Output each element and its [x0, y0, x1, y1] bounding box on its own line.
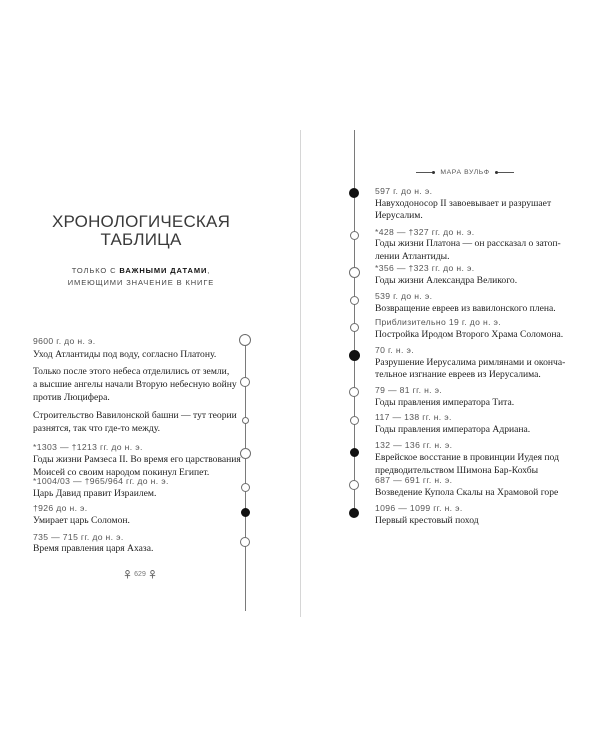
entry-date: Приблизительно 19 г. до н. э.	[375, 317, 502, 327]
entry-text: Возвращение евреев из вавилонского плена.	[375, 303, 556, 314]
entry-date: 132 — 136 гг. н. э.	[375, 440, 453, 450]
entry-text: Только после этого небеса отделились от земли,	[33, 366, 230, 377]
subtitle-line1	[20, 265, 262, 276]
entry-text: против Люцифера.	[33, 392, 110, 403]
entry-date: 539 г. до н. э.	[375, 291, 433, 301]
subtitle-text: ТОЛЬКО С	[71, 266, 120, 275]
timeline-marker-icon	[240, 537, 250, 547]
timeline-marker-icon	[349, 387, 359, 397]
entry-date: *428 — †327 гг. до н. э.	[375, 227, 475, 237]
ornament-icon	[149, 570, 156, 579]
entry-date: 70 г. н. э.	[375, 345, 414, 355]
timeline-marker-icon	[349, 480, 359, 490]
entry-text: Навуходоносор II завоевывает и разрушает	[375, 198, 552, 209]
entry-date: 735 — 715 гг. до н. э.	[33, 532, 124, 542]
timeline-marker-icon	[349, 267, 360, 278]
rule-left-decoration	[416, 171, 435, 174]
entry-text: Уход Атлантиды под воду, согласно Платону.	[33, 349, 217, 360]
entry-text: Годы жизни Платона — он рассказал о затоп-	[375, 238, 561, 249]
page-title-line1: ХРОНОЛОГИЧЕСКАЯ	[51, 212, 231, 231]
entry-text: Моисей со своим народом покинул Египет.	[33, 467, 210, 478]
entry-text: Годы правления императора Адриана.	[375, 424, 531, 435]
subtitle-line2: ИМЕЮЩИМИ ЗНАЧЕНИЕ В КНИГЕ	[67, 278, 215, 287]
entry-date: 597 г. до н. э.	[375, 186, 433, 196]
entry-date: 1096 — 1099 гг. н. э.	[375, 503, 463, 513]
entry-text: Первый крестовый поход	[375, 515, 479, 526]
entry-date: †926 до н. э.	[33, 503, 88, 513]
timeline-marker-icon	[240, 448, 251, 459]
entry-text: Умирает царь Соломон.	[33, 515, 130, 526]
timeline-marker-icon	[350, 448, 359, 457]
entry-date: *356 — †323 гг. до н. э.	[375, 263, 475, 273]
timeline-marker-icon	[349, 508, 359, 518]
left-timeline-line	[245, 334, 246, 611]
page-title-line2: ТАБЛИЦА	[100, 230, 182, 249]
timeline-marker-icon	[241, 508, 250, 517]
entry-text: Годы жизни Александра Великого.	[375, 275, 518, 286]
entry-date: 79 — 81 гг. н. э.	[375, 385, 443, 395]
entry-text: Время правления царя Ахаза.	[33, 543, 154, 554]
entry-text: Царь Давид правит Израилем.	[33, 488, 157, 499]
entry-date: 9600 г. до н. э.	[33, 336, 96, 346]
entry-text: Годы жизни Рамзеса II. Во время его царствования	[33, 454, 241, 465]
entry-text: Разрушение Иерусалима римлянами и оконча-	[375, 357, 566, 368]
timeline-marker-icon	[350, 416, 359, 425]
entry-text: лении Атлантиды.	[375, 251, 450, 262]
entry-date: *1004/03 — †965/964 гг. до н. э.	[33, 476, 169, 486]
entry-text: Годы правления императора Тита.	[375, 397, 515, 408]
entry-text: Строительство Вавилонской башни — тут теории	[33, 410, 237, 421]
timeline-marker-icon	[349, 350, 360, 361]
entry-text: разнятся, так что где-то между.	[33, 423, 161, 434]
timeline-marker-icon	[241, 483, 250, 492]
timeline-marker-icon	[350, 323, 359, 332]
timeline-marker-icon	[242, 417, 249, 424]
rule-right-decoration	[495, 171, 514, 174]
subtitle-emphasis: ВАЖНЫМИ ДАТАМИ	[119, 266, 208, 275]
entry-text: Постройка Иродом Второго Храма Соломона.	[375, 329, 564, 340]
entry-text: Иерусалим.	[375, 210, 423, 221]
entry-text: тельное изгнание евреев из Иерусалима.	[375, 369, 541, 380]
entry-date: *1303 — †1213 гг. до н. э.	[33, 442, 143, 452]
entry-text: а высшие ангелы начали Вторую небесную войну	[33, 379, 237, 390]
ornament-icon	[124, 570, 131, 579]
timeline-marker-icon	[239, 334, 251, 346]
page-number	[118, 568, 162, 580]
running-head-author: МАРА ВУЛЬФ	[440, 168, 490, 176]
entry-text: Возведение Купола Скалы на Храмовой горе	[375, 487, 559, 498]
page-gutter-divider	[300, 130, 301, 617]
subtitle-comma: ,	[207, 266, 211, 275]
entry-date: 117 — 138 гг. н. э.	[375, 412, 452, 422]
timeline-marker-icon	[240, 377, 250, 387]
entry-date: 687 — 691 гг. н. э.	[375, 475, 453, 485]
running-head	[400, 166, 530, 178]
timeline-marker-icon	[350, 296, 359, 305]
timeline-marker-icon	[349, 188, 359, 198]
timeline-marker-icon	[350, 231, 359, 240]
entry-text: предводительством Шимона Бар-Кохбы	[375, 465, 539, 476]
page-number-text: 629	[134, 570, 146, 578]
entry-text: Еврейское восстание в провинции Иудея под	[375, 452, 559, 463]
